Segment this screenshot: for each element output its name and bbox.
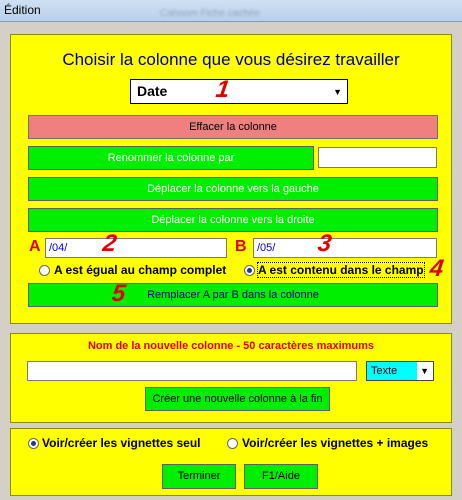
field-b[interactable]: /05/ <box>253 238 437 258</box>
rename-column-button[interactable]: Renommer la colonne par <box>28 146 314 170</box>
move-left-button[interactable]: Déplacer la colonne vers la gauche <box>28 177 438 201</box>
radio-thumbs-images-label: Voir/créer les vignettes + images <box>242 436 429 450</box>
new-column-heading: Nom de la nouvelle colonne - 50 caractères maximums <box>87 340 375 352</box>
replace-button[interactable]: Remplacer A par B dans la colonne <box>28 283 438 307</box>
blurred-title: Cahoom Fiche cachée <box>160 8 261 19</box>
chevron-down-icon: ▼ <box>420 366 429 376</box>
column-select[interactable] <box>130 79 348 104</box>
label-a: A <box>29 238 41 255</box>
chevron-down-icon: ▼ <box>333 87 342 97</box>
move-right-button[interactable]: Déplacer la colonne vers la droite <box>28 208 438 232</box>
radio-contains[interactable] <box>244 265 255 276</box>
field-a[interactable]: /04/ <box>45 238 227 258</box>
rename-field[interactable] <box>318 147 437 168</box>
type-select-value: Texte <box>371 365 398 377</box>
radio-thumbs-only-label: Voir/créer les vignettes seul <box>42 436 201 450</box>
create-column-button[interactable]: Créer une nouvelle colonne à la fin <box>145 387 330 411</box>
radio-equal-label: A est égual au champ complet <box>54 263 227 277</box>
annotation-4: 4 <box>428 255 446 282</box>
new-column-name-field[interactable] <box>27 361 357 381</box>
radio-equal[interactable] <box>39 265 50 276</box>
annotation-1: 1 <box>214 76 232 103</box>
radio-thumbs-images[interactable] <box>227 438 238 449</box>
radio-thumbs-only[interactable] <box>28 438 39 449</box>
label-b: B <box>235 238 247 255</box>
annotation-2: 2 <box>101 230 119 257</box>
type-select[interactable] <box>366 361 434 381</box>
column-select-value: Date <box>137 83 168 99</box>
clear-column-button[interactable]: Effacer la colonne <box>28 115 438 139</box>
radio-contains-label: A est contenu dans le champ <box>258 263 424 277</box>
finish-button[interactable]: Terminer <box>162 464 236 489</box>
annotation-3: 3 <box>316 230 334 257</box>
window-title: Édition <box>4 3 41 17</box>
page-title: Choisir la colonne que vous désirez travailler <box>62 50 400 69</box>
annotation-5: 5 <box>110 280 128 307</box>
title-bar <box>0 0 462 22</box>
help-button[interactable]: F1/Aide <box>244 464 318 489</box>
